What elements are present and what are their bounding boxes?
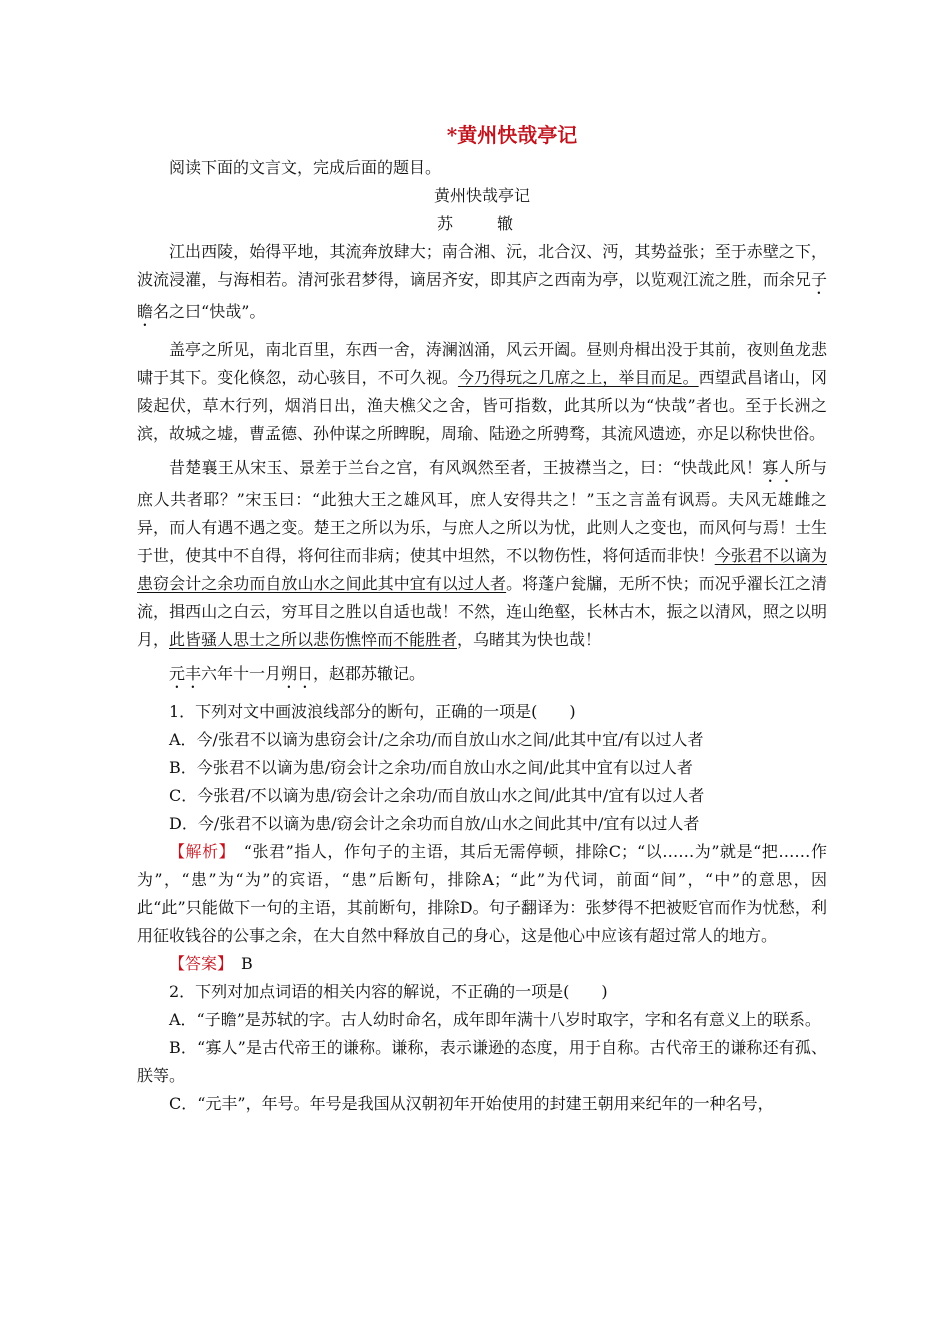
question-1-stem: 1．下列对文中画波浪线部分的断句，正确的一项是( ) <box>169 702 576 721</box>
dotted-word-shuori: 朔日 <box>281 664 314 683</box>
p2-text-b: 西望武昌诸山，冈陵起伏，草木行列，烟消日出，渔夫樵父之舍，皆可指数，此其所以为“快哉”者也。至于长洲之滨，故城之墟，曹孟德、孙仲谋之所睥睨，周瑜、陆逊之所骋骛，其流风遗迹，亦足以称快世俗。 <box>137 368 827 443</box>
p3-text-b: 所与庶人共者耶？”宋玉曰：“此独大王之雄风耳，庶人安得共之！”玉之言盖有讽焉。夫风无雄雌之异，而人有遇不遇之变。楚王之所以为乐，与庶人之所以为忧，此则人之变也，而风何与焉！士生于世，使其中不自得，将何往而非病；使其中坦然，不以物伤性，将何适而非快！ <box>137 458 827 565</box>
p4-text-b: ，赵郡苏辙记。 <box>313 664 426 683</box>
p2-text-a: 盖亭之所见，南北百里，东西一舍，涛澜汹涌，风云开阖。昼则舟楫出没于其前，夜则鱼龙悲啸于其下。变化倏忽，动心骇目，不可久视。 <box>137 340 827 387</box>
analysis-text: “张君”指人，作句子的主语，其后无需停顿，排除C；“以……为”就是“把……作为”，“患”为“为”的宾语，“患”后断句，排除A；“此”为代词，前面“间”，“中”的意思，因此“此”只能做下一句的主语，其前断句，排除D。句子翻译为：张梦得不把被贬官而作为忧愁，利用征收钱谷的公事之余，在大自然中释放自己的身心，这是他心中应该有超过常人的地方。 <box>137 842 827 945</box>
wavy-underlined-sentence: 今张君不以谪为患窃会计之余功而自放山水之间此其中宜有以过人者 <box>137 546 827 593</box>
question-2-stem: 2．下列对加点词语的相关内容的解说，不正确的一项是( ) <box>169 982 608 1001</box>
passage-author: 苏 辙 <box>436 214 527 233</box>
p3-text-d: ，乌睹其为快也哉！ <box>457 630 602 649</box>
q2-option-b: B．“寡人”是古代帝王的谦称。谦称，表示谦逊的态度，用于自称。古代帝王的谦称还有孤、朕等。 <box>137 1038 827 1085</box>
document-body <box>137 118 827 1118</box>
passage-paragraph-2 <box>137 336 827 448</box>
answer-label: 【答案】 <box>169 954 226 973</box>
underlined-sentence-1: 今乃得玩之几席之上，举目而足。 <box>457 368 699 387</box>
page-title: *黄州快哉亭记 <box>446 123 578 147</box>
passage-paragraph-3 <box>137 454 827 654</box>
q1-answer <box>137 950 827 978</box>
q1-option-b: B．今张君不以谪为患/窃会计之余功/而自放山水之间/此其中宜有以过人者 <box>169 758 693 777</box>
q2-option-a: A．“子瞻”是苏轼的字。古人幼时命名，成年即年满十八岁时取字，字和名有意义上的联系。 <box>169 1010 821 1029</box>
dotted-word-zizhan: 子瞻 <box>137 270 827 321</box>
passage-paragraph-4 <box>137 660 827 692</box>
p3-text-c: 。将蓬户瓮牖，无所不快；而况乎濯长江之清流，揖西山之白云，穷耳目之胜以自适也哉！不然，连山绝壑，长林古木，振之以清风，照之以明月， <box>137 574 827 649</box>
q2-option-c: C．“元丰”，年号。年号是我国从汉朝初年开始使用的封建王朝用来纪年的一种名号， <box>169 1094 774 1113</box>
passage-paragraph-1 <box>137 238 827 330</box>
p1-text-a: 江出西陵，始得平地，其流奔放肆大；南合湘、沅，北合汉、沔，其势益张；至于赤壁之下，波流浸灌，与海相若。清河张君梦得，谪居齐安，即其庐之西南为亭，以览观江流之胜，而余兄 <box>137 242 827 289</box>
dotted-word-guaren: 寡人 <box>762 458 795 477</box>
p1-text-b: 名之曰“快哉”。 <box>153 302 266 321</box>
p4-text-a: 六年十一月 <box>201 664 282 683</box>
p3-text-a: 昔楚襄王从宋玉、景差于兰台之宫，有风飒然至者，王披襟当之，曰：“快哉此风！ <box>169 458 763 477</box>
analysis-label: 【解析】 <box>169 842 228 861</box>
q1-option-a: A．今/张君不以谪为患窃会计/之余功/而自放山水之间/此其中宜/有以过人者 <box>169 730 704 749</box>
underlined-sentence-2: 此皆骚人思士之所以悲伤憔悴而不能胜者 <box>169 630 458 649</box>
q1-option-c: C．今张君/不以谪为患/窃会计之余功/而自放山水之间/此其中/宜有以过人者 <box>169 786 705 805</box>
dotted-word-yuanfeng: 元丰 <box>169 664 202 683</box>
instruction: 阅读下面的文言文，完成后面的题目。 <box>169 158 442 177</box>
answer-text: B <box>225 954 253 973</box>
q1-option-d: D．今/张君不以谪为患/窃会计之余功而自放/山水之间此其中/宜有以过人者 <box>169 814 700 833</box>
q1-analysis <box>137 838 827 950</box>
passage-heading: 黄州快哉亭记 <box>433 186 530 205</box>
